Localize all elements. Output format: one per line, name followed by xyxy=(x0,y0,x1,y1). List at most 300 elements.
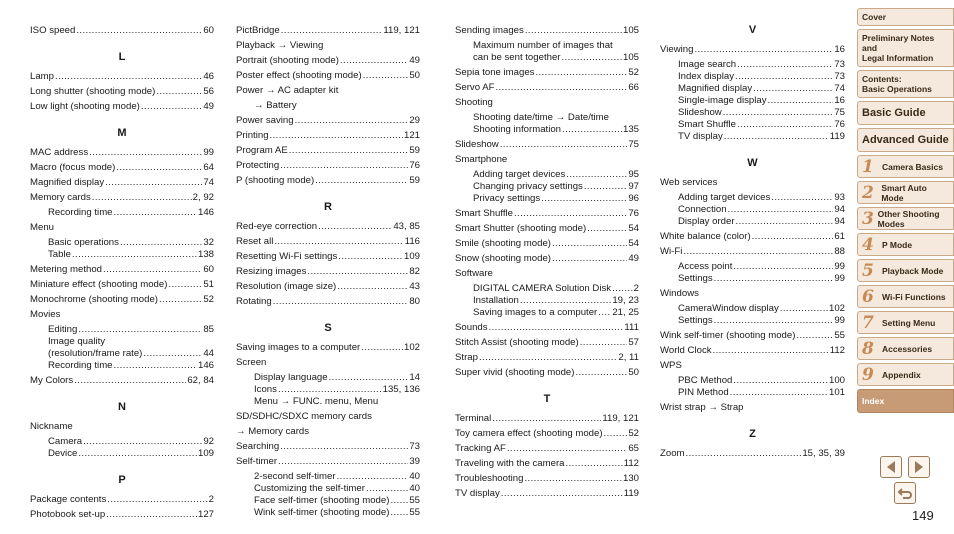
index-entry[interactable] xyxy=(660,83,845,95)
index-entry[interactable] xyxy=(236,441,420,453)
page-reference[interactable]: 62, 84 xyxy=(187,375,214,386)
dot-leader xyxy=(728,204,834,216)
page-reference[interactable]: 52 xyxy=(203,294,214,305)
index-entry[interactable] xyxy=(30,494,214,506)
index-entry[interactable] xyxy=(660,71,845,83)
tab-chapter-1[interactable] xyxy=(857,155,954,178)
entry-term: Resizing images xyxy=(236,266,307,277)
index-entry[interactable] xyxy=(455,413,639,425)
tab-chapter-3[interactable] xyxy=(857,207,954,230)
index-entry[interactable] xyxy=(455,283,639,295)
dot-leader xyxy=(318,221,392,233)
page-reference[interactable]: 76 xyxy=(409,160,420,171)
page-reference[interactable]: 75 xyxy=(834,107,845,118)
tab-preliminary-notes[interactable] xyxy=(857,29,954,67)
dot-leader xyxy=(584,181,627,193)
dot-leader xyxy=(105,177,202,189)
page-reference[interactable]: 32 xyxy=(203,237,214,248)
entry-term: Editing xyxy=(48,324,78,335)
page-reference[interactable]: 46 xyxy=(203,71,214,82)
page-reference[interactable]: 44 xyxy=(203,348,214,359)
index-entry[interactable] xyxy=(236,145,420,157)
page-reference[interactable]: 65 xyxy=(628,443,639,454)
page-reference[interactable]: 99 xyxy=(834,315,845,326)
index-entry[interactable] xyxy=(30,294,214,306)
page-reference[interactable]: 100 xyxy=(828,375,845,386)
page-reference[interactable]: 55 xyxy=(834,330,845,341)
index-entry[interactable] xyxy=(236,296,420,308)
page-reference[interactable]: 112 xyxy=(623,458,639,469)
dot-leader xyxy=(114,207,197,219)
page-reference[interactable]: 97 xyxy=(628,181,639,192)
page-reference[interactable]: 95 xyxy=(628,169,639,180)
index-entry[interactable] xyxy=(30,147,214,159)
tab-chapter-2[interactable] xyxy=(857,181,954,204)
dot-leader xyxy=(307,266,408,278)
index-entry[interactable] xyxy=(30,249,214,261)
page-reference[interactable]: 16 xyxy=(834,44,845,55)
index-heading: Smartphone xyxy=(455,154,508,165)
index-entry[interactable] xyxy=(30,360,214,372)
dot-leader xyxy=(74,375,186,387)
index-entry[interactable] xyxy=(660,375,845,387)
page-reference[interactable]: 94 xyxy=(834,204,845,215)
index-entry[interactable] xyxy=(455,295,639,307)
index-entry[interactable] xyxy=(455,169,639,181)
index-entry[interactable] xyxy=(236,281,420,293)
page-reference[interactable]: 105 xyxy=(622,25,639,36)
page-reference[interactable]: 85 xyxy=(203,324,214,335)
index-entry[interactable] xyxy=(236,130,420,142)
index-entry[interactable] xyxy=(30,162,214,174)
entry-term: Snow (shooting mode) xyxy=(455,253,551,264)
index-entry[interactable] xyxy=(455,337,639,349)
dot-leader xyxy=(280,160,408,172)
page-reference[interactable]: 146 xyxy=(197,360,214,371)
page-reference[interactable]: 52 xyxy=(628,67,639,78)
entry-term: Device xyxy=(48,448,78,459)
tab-cover[interactable]: Cover xyxy=(857,8,954,26)
entry-term: Zoom xyxy=(660,448,685,459)
page-reference[interactable]: 49 xyxy=(628,253,639,264)
dot-leader xyxy=(566,169,627,181)
index-entry[interactable] xyxy=(30,375,214,387)
page-reference[interactable]: 102 xyxy=(828,303,845,314)
page-reference[interactable]: 82 xyxy=(409,266,420,277)
index-entry[interactable] xyxy=(455,488,639,500)
page-reference[interactable]: 109 xyxy=(197,448,214,459)
entry-term: Face self-timer (shooting mode) xyxy=(254,495,390,506)
index-entry[interactable] xyxy=(236,55,420,67)
index-entry[interactable] xyxy=(660,216,845,228)
page-reference[interactable]: 135, 136 xyxy=(382,384,420,395)
page-reference[interactable]: 19, 23 xyxy=(612,295,639,306)
index-entry[interactable] xyxy=(30,264,214,276)
index-entry[interactable] xyxy=(455,67,639,79)
dot-leader xyxy=(733,375,828,387)
entry-term: Power saving xyxy=(236,115,294,126)
index-entry[interactable] xyxy=(455,223,639,235)
index-entry[interactable] xyxy=(236,483,420,495)
index-entry[interactable] xyxy=(30,509,214,521)
tab-chapter-7[interactable] xyxy=(857,311,954,334)
dot-leader xyxy=(143,348,202,360)
index-entry[interactable] xyxy=(660,95,845,107)
page-reference[interactable]: 51 xyxy=(203,279,214,290)
index-entry[interactable] xyxy=(660,303,845,315)
index-column-1 xyxy=(30,22,214,524)
tab-chapter-5[interactable] xyxy=(857,259,954,282)
dot-leader xyxy=(103,264,202,276)
index-entry[interactable] xyxy=(30,324,214,336)
page-reference[interactable]: 96 xyxy=(628,193,639,204)
page-reference[interactable]: 60 xyxy=(203,25,214,36)
index-entry[interactable] xyxy=(455,208,639,220)
index-entry[interactable] xyxy=(236,70,420,82)
index-entry[interactable] xyxy=(660,107,845,119)
dot-leader xyxy=(159,294,202,306)
dot-leader xyxy=(340,55,408,67)
entry-term: Connection xyxy=(678,204,727,215)
dot-leader xyxy=(604,428,628,440)
chapter-label: Playback Mode xyxy=(882,265,944,276)
index-entry[interactable] xyxy=(30,348,214,360)
index-heading: Shooting date/time → Date/time xyxy=(473,112,609,123)
chapter-label: Accessories xyxy=(882,343,933,354)
index-entry[interactable] xyxy=(660,246,845,258)
index-entry[interactable] xyxy=(30,436,214,448)
page-reference[interactable]: 99 xyxy=(203,147,214,158)
index-entry[interactable] xyxy=(236,251,420,263)
dot-leader xyxy=(520,295,611,307)
index-entry[interactable] xyxy=(660,59,845,71)
page-reference[interactable]: 76 xyxy=(834,119,845,130)
dot-leader xyxy=(489,322,624,334)
page-reference[interactable]: 74 xyxy=(834,83,845,94)
page-reference[interactable]: 73 xyxy=(834,71,845,82)
page-reference[interactable]: 93 xyxy=(834,192,845,203)
page-reference[interactable]: 50 xyxy=(409,70,420,81)
page-reference[interactable]: 64 xyxy=(203,162,214,173)
index-entry[interactable] xyxy=(455,322,639,334)
page-reference[interactable]: 138 xyxy=(197,249,214,260)
dot-leader xyxy=(714,315,834,327)
index-entry[interactable] xyxy=(660,119,845,131)
entry-term: PictBridge xyxy=(236,25,280,36)
dot-leader xyxy=(361,342,403,354)
index-entry[interactable] xyxy=(455,238,639,250)
page-reference[interactable]: 75 xyxy=(628,139,639,150)
index-heading: SD/SDHC/SDXC memory cards xyxy=(236,411,372,422)
page-reference[interactable]: 99 xyxy=(834,273,845,284)
page-reference[interactable]: 54 xyxy=(628,223,639,234)
index-entry[interactable] xyxy=(236,115,420,127)
section-letter: P xyxy=(118,474,126,486)
index-entry[interactable] xyxy=(30,237,214,249)
page-reference[interactable]: 119 xyxy=(623,488,639,499)
index-heading: Windows xyxy=(660,288,699,299)
page-reference[interactable]: 101 xyxy=(828,387,845,398)
index-entry[interactable] xyxy=(30,71,214,83)
dot-leader xyxy=(78,448,197,460)
chapter-number: 1 xyxy=(862,156,874,177)
dot-leader xyxy=(289,145,409,157)
entry-term: Smart Shuffle xyxy=(678,119,736,130)
page-reference[interactable]: 43 xyxy=(409,281,420,292)
section-letter: L xyxy=(118,51,126,63)
index-heading: Software xyxy=(455,268,493,279)
index-entry[interactable] xyxy=(236,236,420,248)
index-entry[interactable] xyxy=(660,330,845,342)
index-entry[interactable] xyxy=(455,52,639,64)
page-reference[interactable]: 40 xyxy=(409,471,420,482)
index-entry[interactable] xyxy=(455,139,639,151)
index-column-3 xyxy=(455,22,639,503)
page-reference[interactable]: 135 xyxy=(622,124,639,135)
index-entry[interactable] xyxy=(455,82,639,94)
dot-leader xyxy=(561,52,622,64)
index-entry[interactable] xyxy=(30,101,214,113)
page-reference[interactable]: 2 xyxy=(208,494,214,505)
index-entry[interactable] xyxy=(455,307,639,319)
dot-leader xyxy=(796,330,833,342)
index-entry[interactable] xyxy=(660,273,845,285)
index-entry[interactable] xyxy=(30,192,214,204)
entry-term: Tracking AF xyxy=(455,443,506,454)
page-reference[interactable]: 56 xyxy=(203,86,214,97)
page-reference[interactable]: 49 xyxy=(203,101,214,112)
dot-leader xyxy=(83,436,202,448)
tab-contents[interactable] xyxy=(857,70,954,98)
index-entry[interactable] xyxy=(30,25,214,37)
chapter-number: 4 xyxy=(862,234,874,255)
dot-leader xyxy=(116,162,202,174)
dot-leader xyxy=(575,367,627,379)
next-page-button[interactable] xyxy=(908,456,930,478)
index-heading: → Memory cards xyxy=(236,426,310,437)
index-entry[interactable] xyxy=(455,443,639,455)
page-reference[interactable]: 14 xyxy=(409,372,420,383)
page-reference[interactable]: 15, 35, 39 xyxy=(802,448,845,459)
chapter-label: P Mode xyxy=(882,239,913,250)
dot-leader xyxy=(580,337,628,349)
page-reference[interactable]: 88 xyxy=(834,246,845,257)
index-entry[interactable] xyxy=(236,384,420,396)
page-reference[interactable]: 52 xyxy=(628,428,639,439)
page-reference[interactable]: 29 xyxy=(409,115,420,126)
page-reference[interactable]: 2, 92 xyxy=(192,192,214,203)
index-entry[interactable] xyxy=(660,387,845,399)
entry-term: Slideshow xyxy=(678,107,722,118)
page-reference[interactable]: 119 xyxy=(829,131,845,142)
page-reference[interactable]: 112 xyxy=(829,345,845,356)
entry-term: Shooting information xyxy=(473,124,561,135)
page-reference[interactable]: 116 xyxy=(404,236,420,247)
page-reference[interactable]: 105 xyxy=(622,52,639,63)
dot-leader xyxy=(714,273,834,285)
dot-leader xyxy=(562,124,622,136)
index-entry[interactable] xyxy=(660,192,845,204)
page-reference[interactable]: 60 xyxy=(203,264,214,275)
chapter-number: 5 xyxy=(862,260,874,281)
page-reference[interactable]: 43, 85 xyxy=(393,221,420,232)
page-reference[interactable]: 57 xyxy=(628,337,639,348)
entry-term: Poster effect (shooting mode) xyxy=(236,70,362,81)
index-entry[interactable] xyxy=(236,160,420,172)
page-reference[interactable]: 16 xyxy=(834,95,845,106)
page-reference[interactable]: 74 xyxy=(203,177,214,188)
chapter-label: Wi-Fi Functions xyxy=(882,291,946,302)
index-entry[interactable] xyxy=(455,367,639,379)
index-entry[interactable] xyxy=(660,44,845,56)
index-entry[interactable] xyxy=(455,428,639,440)
page-reference[interactable]: 54 xyxy=(628,238,639,249)
page-reference[interactable]: 59 xyxy=(409,175,420,186)
dot-leader xyxy=(686,448,802,460)
page-reference[interactable]: 92 xyxy=(203,436,214,447)
index-entry[interactable] xyxy=(455,193,639,205)
entry-term: ISO speed xyxy=(30,25,76,36)
index-entry[interactable] xyxy=(660,448,845,460)
index-entry[interactable] xyxy=(30,177,214,189)
index-entry[interactable] xyxy=(30,207,214,219)
page-reference[interactable]: 2 xyxy=(633,283,639,294)
index-entry[interactable] xyxy=(236,456,420,468)
dot-leader xyxy=(337,471,409,483)
index-entry[interactable] xyxy=(236,221,420,233)
page-reference[interactable]: 55 xyxy=(409,495,420,506)
page-reference[interactable]: 73 xyxy=(834,59,845,70)
index-heading: Menu xyxy=(30,222,54,233)
index-entry[interactable] xyxy=(660,231,845,243)
page-reference[interactable]: 76 xyxy=(628,208,639,219)
page-reference[interactable]: 66 xyxy=(628,82,639,93)
index-entry[interactable] xyxy=(455,352,639,364)
dot-leader xyxy=(76,25,202,37)
entry-term: Low light (shooting mode) xyxy=(30,101,140,112)
page-reference[interactable]: 111 xyxy=(624,322,639,333)
tab-chapter-8[interactable] xyxy=(857,337,954,360)
entry-term: Rotating xyxy=(236,296,272,307)
dot-leader xyxy=(156,86,202,98)
index-entry[interactable] xyxy=(455,124,639,136)
entry-term: Long shutter (shooting mode) xyxy=(30,86,156,97)
index-entry[interactable] xyxy=(30,448,214,460)
tab-chapter-9[interactable] xyxy=(857,363,954,386)
index-entry[interactable] xyxy=(455,253,639,265)
dot-leader xyxy=(587,223,627,235)
page-reference[interactable]: 73 xyxy=(409,441,420,452)
page-reference[interactable]: 130 xyxy=(622,473,639,484)
entry-term: Protecting xyxy=(236,160,280,171)
page-reference[interactable]: 99 xyxy=(834,261,845,272)
page-reference[interactable]: 146 xyxy=(197,207,214,218)
tab-index[interactable]: Index xyxy=(857,389,954,413)
chapter-number: 8 xyxy=(862,338,874,359)
page-reference[interactable]: 94 xyxy=(834,216,845,227)
index-entry[interactable] xyxy=(236,266,420,278)
dot-leader xyxy=(753,83,833,95)
section-letter: T xyxy=(543,393,551,405)
index-entry[interactable] xyxy=(660,204,845,216)
index-entry[interactable] xyxy=(660,315,845,327)
chapter-number: 7 xyxy=(862,312,874,333)
index-entry[interactable] xyxy=(455,458,639,470)
section-letter: M xyxy=(117,127,127,139)
index-entry[interactable] xyxy=(455,473,639,485)
index-entry[interactable] xyxy=(30,279,214,291)
index-entry[interactable] xyxy=(236,495,420,507)
index-entry[interactable] xyxy=(236,175,420,187)
index-entry[interactable] xyxy=(236,25,420,37)
entry-term: Printing xyxy=(236,130,269,141)
dot-leader xyxy=(552,253,627,265)
index-entry[interactable] xyxy=(236,342,420,354)
index-entry[interactable] xyxy=(455,25,639,37)
page-reference[interactable]: 50 xyxy=(628,367,639,378)
return-button[interactable] xyxy=(894,482,916,504)
chapter-number: 3 xyxy=(862,208,874,229)
page-reference[interactable]: 61 xyxy=(834,231,845,242)
entry-term: Installation xyxy=(473,295,519,306)
dot-leader xyxy=(78,324,202,336)
index-entry[interactable] xyxy=(236,507,420,519)
dot-leader xyxy=(92,192,192,204)
index-entry[interactable] xyxy=(236,471,420,483)
page-reference[interactable]: 55 xyxy=(409,507,420,518)
index-entry[interactable] xyxy=(30,86,214,98)
page-reference[interactable]: 39 xyxy=(409,456,420,467)
entry-term: Resolution (image size) xyxy=(236,281,337,292)
tab-basic-guide[interactable]: Basic Guide xyxy=(857,101,954,125)
dot-leader xyxy=(106,509,197,521)
prev-page-button[interactable] xyxy=(880,456,902,478)
dot-leader xyxy=(273,296,409,308)
entry-term: Program AE xyxy=(236,145,288,156)
page-reference[interactable]: 119, 121 xyxy=(383,25,420,36)
page-reference[interactable]: 102 xyxy=(403,342,420,353)
section-letter: V xyxy=(748,24,757,36)
tab-advanced-guide[interactable]: Advanced Guide xyxy=(857,128,954,152)
index-entry[interactable] xyxy=(660,261,845,273)
page-reference[interactable]: 40 xyxy=(409,483,420,494)
page-reference[interactable]: 119, 121 xyxy=(602,413,639,424)
page-reference[interactable]: 59 xyxy=(409,145,420,156)
page-reference[interactable]: 80 xyxy=(409,296,420,307)
page-reference[interactable]: 121 xyxy=(403,130,420,141)
dot-leader xyxy=(363,70,409,82)
page-reference[interactable]: 21, 25 xyxy=(612,307,639,318)
page-reference[interactable]: 49 xyxy=(409,55,420,66)
dot-leader xyxy=(89,147,202,159)
page-reference[interactable]: 127 xyxy=(197,509,214,520)
page-reference[interactable]: 109 xyxy=(403,251,420,262)
index-entry[interactable] xyxy=(660,345,845,357)
arrow-left-icon xyxy=(885,460,897,474)
tab-chapter-6[interactable] xyxy=(857,285,954,308)
index-entry[interactable] xyxy=(236,372,420,384)
page-reference[interactable]: 2, 11 xyxy=(618,352,639,363)
dot-leader xyxy=(541,193,627,205)
index-entry[interactable] xyxy=(455,181,639,193)
entry-term: Privacy settings xyxy=(473,193,541,204)
entry-term: Adding target devices xyxy=(473,169,566,180)
tab-chapter-4[interactable] xyxy=(857,233,954,256)
index-entry[interactable] xyxy=(660,131,845,143)
chapter-number: 2 xyxy=(862,182,874,203)
dot-leader xyxy=(492,413,601,425)
entry-term: TV display xyxy=(455,488,500,499)
